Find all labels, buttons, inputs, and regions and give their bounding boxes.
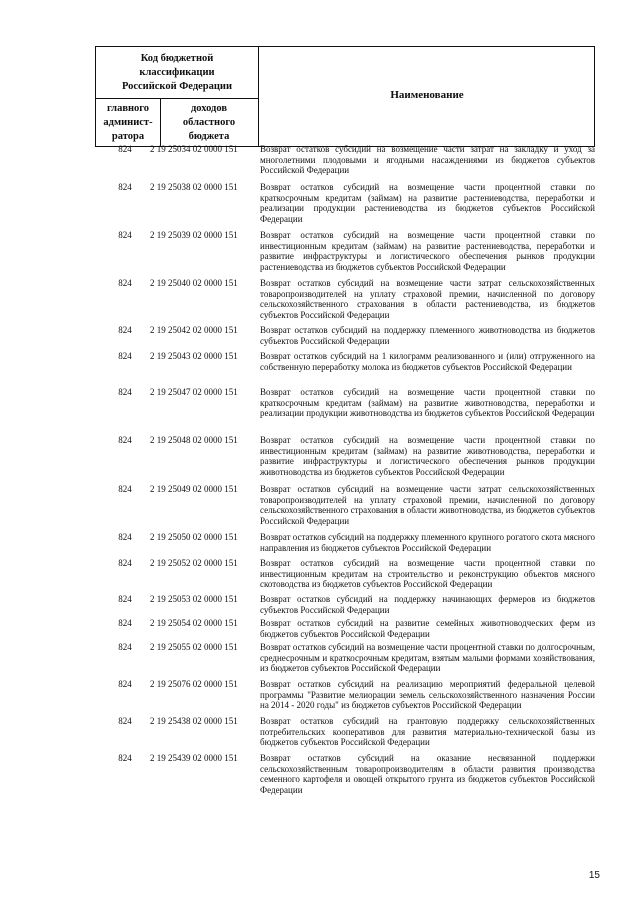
income-description: Возврат остатков субсидий на поддержку начинающих фермеров из бюджетов субъектов Российской Федерации xyxy=(260,594,595,615)
income-code: 2 19 25042 02 0000 151 xyxy=(150,325,238,335)
income-code: 2 19 25054 02 0000 151 xyxy=(150,618,238,628)
admin-code: 824 xyxy=(118,325,132,335)
admin-code: 824 xyxy=(118,144,132,154)
admin-code: 824 xyxy=(118,594,132,604)
income-description: Возврат остатков субсидий на грантовую поддержку сельскохозяйственных потребительских кооперативов для развития материально-технической базы из бюджетов субъектов Российской Федерации xyxy=(260,716,595,748)
income-description: Возврат остатков субсидий на 1 килограмм реализованного и (или) отгруженного на собственную переработку молока из бюджетов субъектов Российской Федерации xyxy=(260,351,595,372)
income-code: 2 19 25049 02 0000 151 xyxy=(150,484,238,494)
admin-code: 824 xyxy=(118,387,132,397)
income-code: 2 19 25034 02 0000 151 xyxy=(150,144,238,154)
admin-code: 824 xyxy=(118,532,132,542)
admin-code: 824 xyxy=(118,278,132,288)
regional-budget-income-heading: доходов областного бюджета xyxy=(182,103,236,142)
income-code: 2 19 25439 02 0000 151 xyxy=(150,753,238,763)
admin-code: 824 xyxy=(118,642,132,652)
admin-code: 824 xyxy=(118,716,132,726)
income-code: 2 19 25048 02 0000 151 xyxy=(150,435,238,445)
admin-code: 824 xyxy=(118,753,132,763)
chief-administrator-heading: главного админист- ратора xyxy=(103,103,153,142)
income-code: 2 19 25076 02 0000 151 xyxy=(150,679,238,689)
income-code: 2 19 25050 02 0000 151 xyxy=(150,532,238,542)
income-code: 2 19 25038 02 0000 151 xyxy=(150,182,238,192)
income-description: Возврат остатков субсидий на возмещение части процентной ставки по инвестиционным кредитам (займам) на развитие растениеводства, переработки и развитие инфраструктуры и логистического обеспечения рынков продукции растениеводства из бюджетов субъектов Российской Федерации xyxy=(260,230,595,272)
income-description: Возврат остатков субсидий на развитие семейных животноводческих ферм из бюджетов субъектов Российской Федерации xyxy=(260,618,595,639)
income-description: Возврат остатков субсидий на поддержку племенного крупного рогатого скота мясного направления из бюджетов субъектов Российской Федерации xyxy=(260,532,595,553)
income-description: Возврат остатков субсидий на возмещение части затрат сельскохозяйственных товаропроизводителей на уплату страховой премии, начисленной по договору сельскохозяйственного страхования в области растениеводства, из бюджетов субъектов Российской Федерации xyxy=(260,278,595,320)
admin-code: 824 xyxy=(118,558,132,568)
income-code: 2 19 25438 02 0000 151 xyxy=(150,716,238,726)
income-code: 2 19 25052 02 0000 151 xyxy=(150,558,238,568)
income-description: Возврат остатков субсидий на возмещение части процентной ставки по краткосрочным кредитам (займам) на развитие растениеводства, переработки и реализации продукции растениеводства из бюджетов субъектов Российской Федерации xyxy=(260,182,595,224)
income-code: 2 19 25053 02 0000 151 xyxy=(150,594,238,604)
admin-code: 824 xyxy=(118,679,132,689)
income-description: Возврат остатков субсидий на реализацию мероприятий федеральной целевой программы "Развитие мелиорации земель сельскохозяйственного назначения России на 2014 - 2020 годы" из бюджетов субъектов Российской Федерации xyxy=(260,679,595,711)
income-description: Возврат остатков субсидий на оказание несвязанной поддержки сельскохозяйственным товаропроизводителям в области развития производства семенного картофеля и овощей открытого грунта из бюджетов субъектов Российской Федерации xyxy=(260,753,595,795)
admin-code: 824 xyxy=(118,351,132,361)
admin-code: 824 xyxy=(118,484,132,494)
income-description: Возврат остатков субсидий на возмещение части процентной ставки по инвестиционным кредитам (займам) на развитие животноводства, переработки и развитие инфраструктуры и логистического обеспечения рынков продукции животноводства из бюджетов субъектов Российской Федерации xyxy=(260,435,595,477)
name-heading: Наименование xyxy=(390,89,464,101)
income-code: 2 19 25040 02 0000 151 xyxy=(150,278,238,288)
admin-code: 824 xyxy=(118,435,132,445)
admin-code: 824 xyxy=(118,230,132,240)
budget-classification-code-heading: Код бюджетной классификации Российской Федерации xyxy=(121,53,233,92)
income-description: Возврат остатков субсидий на возмещение части процентной ставки по долгосрочным, среднесрочным и краткосрочным кредитам, взятым малыми формами хозяйствования, из бюджетов субъектов Российской Федерации xyxy=(260,642,595,674)
income-description: Возврат остатков субсидий на возмещение части затрат на закладку и уход за многолетними плодовыми и ягодными насаждениями из бюджетов субъектов Российской Федерации xyxy=(260,144,595,176)
income-code: 2 19 25055 02 0000 151 xyxy=(150,642,238,652)
income-description: Возврат остатков субсидий на возмещение части затрат сельскохозяйственных товаропроизводителей на уплату страховой премии, начисленной по договору сельскохозяйственного страхования в области животноводства, из бюджетов субъектов Российской Федерации xyxy=(260,484,595,526)
table-header xyxy=(95,46,595,147)
income-code: 2 19 25047 02 0000 151 xyxy=(150,387,238,397)
income-code: 2 19 25043 02 0000 151 xyxy=(150,351,238,361)
page-number: 15 xyxy=(588,870,600,881)
income-description: Возврат остатков субсидий на возмещение части процентной ставки по инвестиционным кредитам на строительство и реконструкцию объектов мясного скотоводства из бюджетов субъектов Российской Федерации xyxy=(260,558,595,590)
income-description: Возврат остатков субсидий на поддержку племенного животноводства из бюджетов субъектов Российской Федерации xyxy=(260,325,595,346)
admin-code: 824 xyxy=(118,618,132,628)
admin-code: 824 xyxy=(118,182,132,192)
income-description: Возврат остатков субсидий на возмещение части процентной ставки по краткосрочным кредитам (займам) на развитие животноводства, переработки и реализации продукции животноводства из бюджетов субъектов Российской Федерации xyxy=(260,387,595,419)
income-code: 2 19 25039 02 0000 151 xyxy=(150,230,238,240)
header-divider xyxy=(96,98,258,99)
